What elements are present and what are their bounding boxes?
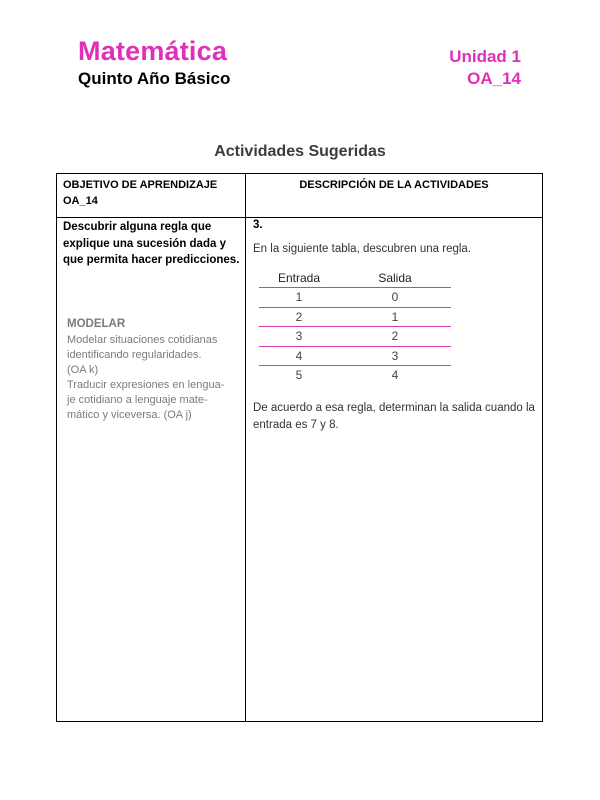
- header-row-divider: [57, 217, 542, 218]
- rule-cell-output: 4: [391, 368, 399, 383]
- activity-table: [56, 173, 543, 722]
- column-divider: [245, 174, 246, 721]
- rule-row: [259, 327, 451, 347]
- section-title: Actividades Sugeridas: [214, 143, 386, 160]
- grade-subtitle: Quinto Año Básico: [78, 69, 231, 88]
- modelar-line: Modelar situaciones cotidianas: [67, 334, 218, 346]
- unit-label: Unidad 1: [449, 47, 521, 66]
- activity-intro: En la siguiente tabla, descubren una regla.: [253, 243, 472, 255]
- rule-cell-input: 3: [295, 329, 303, 344]
- rule-cell-input: 2: [295, 309, 303, 324]
- rule-row: [259, 308, 451, 328]
- subject-title: Matemática: [78, 36, 228, 66]
- rule-row: [259, 366, 451, 385]
- modelar-skill-block: [67, 317, 242, 423]
- modelar-line: (OA k): [67, 364, 99, 376]
- modelar-line: je cotidiano a lenguaje mate-: [67, 394, 208, 406]
- activity-question: De acuerdo a esa regla, determinan la salida cuando la entrada es 7 y 8.: [253, 402, 535, 431]
- rule-cell-output: 3: [391, 348, 399, 363]
- rule-table-header: [259, 271, 451, 288]
- modelar-line: Traducir expresiones en lengua-: [67, 379, 225, 391]
- rule-cell-input: 4: [295, 348, 303, 363]
- rule-cell-output: 2: [391, 329, 399, 344]
- rule-row: [259, 347, 451, 367]
- modelar-line: mático y viceversa. (OA j): [67, 409, 192, 421]
- rule-cell-input: 5: [295, 368, 303, 383]
- rule-cell-output: 0: [391, 290, 399, 305]
- activity-number: 3.: [253, 219, 263, 231]
- modelar-title: MODELAR: [67, 318, 126, 330]
- rule-row: [259, 288, 451, 308]
- rule-header-entrada: Entrada: [277, 271, 321, 285]
- modelar-line: identificando regularidades.: [67, 349, 202, 361]
- rule-table: [259, 271, 451, 385]
- oa-label: OA_14: [467, 69, 521, 88]
- rule-cell-input: 1: [295, 290, 303, 305]
- rule-cell-output: 1: [391, 309, 399, 324]
- objective-column-header: OBJETIVO DE APRENDIZAJE OA_14: [63, 179, 218, 207]
- rule-header-salida: Salida: [378, 271, 412, 285]
- description-column-header: DESCRIPCIÓN DE LA ACTIVIDADES: [299, 179, 489, 191]
- learning-objective-text: Descubrir alguna regla que explique una sucesión dada y que permita hacer predicciones.: [63, 221, 240, 266]
